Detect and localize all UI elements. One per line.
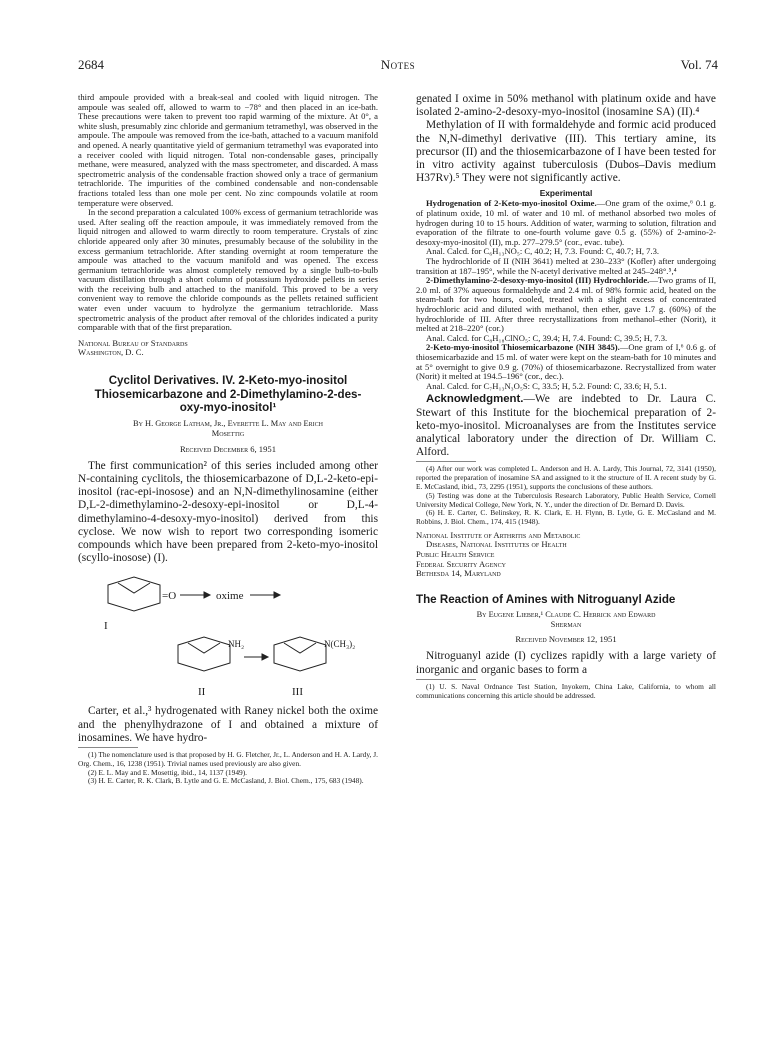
- article-2-byline-1: By Eugene Lieber,¹ Claude C. Herrick and Edward: [476, 610, 656, 620]
- institution-line-5: Bethesda 14, Maryland: [416, 568, 501, 579]
- affiliation-line-1: National Bureau of Standards: [78, 337, 188, 348]
- footnote-6: (6) H. E. Carter, C. Belinskey, R. K. Clark, E. H. Flynn, B. Lytle, G. E. McCasland and M. Robbins, J. Biol. Chem., 174, 415 (1948).: [416, 508, 716, 527]
- article-2-footnote-divider: [416, 679, 476, 680]
- intro-paragraph: The first communication² of this series included among other N-containing cyclitols, the thiosemicarbazone of D,L-2-keto-epi-inositol (rac-epi-inosose) and an N,N-dimethylinosamine (either D,L-2-dimethylamino-2-desoxy-epi-inositol or D,L-4-dimethylamino-4-desoxy-myo-inositol) derived from this cyclose. We now wish to report two corresponding isomeric compounds which have been prepared from 2-keto-myo-inositol (scyllo-inosose) (I).: [78, 459, 378, 565]
- experiment-1: [416, 199, 716, 247]
- institution-line-4: Federal Security Agency: [416, 558, 506, 569]
- compound-label-II: II: [198, 686, 206, 699]
- analysis-3: Anal. Calcd. for C₇H₁₃N₃O₅S: C, 33.5; H, 5.2. Found: C, 33.6; H, 5.1.: [426, 380, 667, 391]
- ring-structure-III: [274, 637, 326, 671]
- article-title-line-2: Thiosemicarbazone and 2-Dimethylamino-2-des-: [94, 387, 362, 401]
- footnote-3: (3) H. E. Carter, R. K. Clark, B. Lytle and G. E. McCasland, J. Biol. Chem., 175, 683 (1948).: [88, 776, 364, 786]
- experiment-3: [416, 343, 716, 381]
- volume-number: Vol. 74: [680, 57, 718, 72]
- footnote-4: (4) After our work was completed L. Anderson and H. A. Lardy, This Journal, 72, 3141 (1950), reported the preparation of inosamine SA and assigned to it the structure of II. A recent study by G. E. McCasland, ibid., 73, 2295 (1951), supports the conclusions of these authors.: [416, 464, 716, 491]
- article-title-line-3: oxy-myo-inositol¹: [179, 401, 277, 415]
- experimental-heading: Experimental: [539, 188, 593, 199]
- footnote-5: (5) Testing was done at the Tuberculosis Research Laboratory, Public Health Service, Cornell University Medical College, New York, N. Y., under the direction of Dr. Bernard D. Davis.: [416, 490, 716, 509]
- paragraph-carter: Carter, et al.,³ hydrogenated with Raney nickel both the oxime and the phenylhydrazone of I and obtained a mixture of inosamines. We have hydro-: [78, 705, 378, 744]
- experiment-3-heading: 2-Keto-myo-inositol Thiosemicarbazone (NIH 3845).: [426, 342, 620, 353]
- experiment-1-text: —One gram of the oxime,⁶ 0.1 g. of platinum oxide, 10 ml. of water and 10 ml. of methanol absorbed two moles of hydrogen during 10 to 15 hours. Addition of water, warming to solution, filtration and evaporation of the filtrate to one-fourth volume gave 0.5 g. (55%) of 2-amino-2-desoxy-myo-inositol (II), m.p. 277–279.5° (cor., evac. tube).: [416, 198, 716, 247]
- paragraph-methylation: Methylation of II with formaldehyde and formic acid produced the N,N-dimethyl derivative (III). This tertiary amine, its precursor (II) and the thiosemicarbazone of I have been tested for in vitro activity against tuberculosis (Dubos–Davis medium H37Rv).⁵ They were not significantly active.: [416, 119, 716, 185]
- ring-structure-II: [178, 637, 230, 671]
- oxo-group: =O: [162, 590, 177, 603]
- footnote-1: (1) The nomenclature used is that proposed by H. G. Fletcher, Jr., L. Anderson and H. A. Lardy, J. Org. Chem., 16, 1238 (1951). Trivial names used previously are also given.: [78, 750, 378, 768]
- article-2-byline-2: Sherman: [550, 620, 582, 630]
- arrow-1: [180, 592, 210, 598]
- analysis-2: Anal. Calcd. for C₈H₁₈ClNO₅: C, 39.4; H, 7.4. Found: C, 39.5; H, 7.3.: [426, 332, 668, 343]
- received-date: Received December 6, 1951: [179, 443, 276, 454]
- article-title-line-1: Cyclitol Derivatives. IV. 2-Keto-myo-inositol: [108, 374, 348, 388]
- hydrochloride-paragraph: The hydrochloride of II (NIH 3641) melted at 230–233° (Kofler) after undergoing transition at 187–195°, while the N-acetyl derivative melted at 245–248°.⁵,⁴: [416, 255, 716, 276]
- experiment-1-heading: Hydrogenation of 2-Keto-myo-inositol Oxime.: [426, 198, 597, 209]
- footnote-2: (2) E. L. May and E. Mosettig, ibid., 14, 1137 (1949).: [88, 767, 248, 777]
- article-2-footnote-1: (1) U. S. Naval Ordnance Test Station, Inyokern, China Lake, California, to whom all communications concerning this article should be addressed.: [416, 681, 716, 700]
- byline-line-2: Mosettig: [211, 428, 245, 438]
- experiment-2: [416, 276, 716, 334]
- footnote-divider-right: [416, 461, 476, 462]
- institution-line-1: National Institute of Arthritis and Metabolic: [416, 529, 581, 540]
- dimethylamino-group: N(CH₃)₂: [324, 639, 356, 650]
- compound-label-I: I: [104, 620, 108, 633]
- affiliation-line-2: Washington, D. C.: [78, 347, 144, 358]
- paragraph-hydrogenation: genated I oxime in 50% methanol with platinum oxide and have isolated 2-amino-2-desoxy-myo-inositol (inosamine SA) (II).⁴: [416, 93, 716, 119]
- oxime-label: oxime: [216, 590, 244, 603]
- institution-line-2: Diseases, National Institutes of Health: [426, 539, 567, 550]
- paragraph-continued: third ampoule provided with a break-seal and cooled with liquid nitrogen. The ampoule was sealed off, allowed to warm to −78° and then placed in an ice-bath. These precautions were taken to prevent too rapid warming of the mixture. At 0°, a white slush, presumably zinc chloride and germanium tetramethyl, was observed in the ampoule. The ampoule was removed from the ice-bath, attached to a vacuum manifold and opened. A nearly quantitative yield of germanium tetramethyl was evaporated into a receiver cooled with liquid nitrogen. Total non-condensable gases, principally methane, were measured, analyzed with the mass spectrometer, and discarded. A mass spectrometric analysis of the condensable fraction showed only a trace of germanium tetrachloride. The impurities of the combined condensable and non-condensable fractions totaled less than one mole per cent. No zinc compounds volatile at room temperature were observed.: [78, 92, 378, 208]
- article-2-received: Received November 12, 1951: [515, 634, 617, 645]
- experiment-2-text: —Two grams of II, 2.0 ml. of 37% aqueous formaldehyde and 2.4 ml. of 98% formic acid, heated on the steam-bath for two hours, cooled, treated with a slight excess of concentrated hydrochloric acid and diluted with methanol, then ether, gave 1.7 g. (60%) of the hydrochloride of III. After three recrystallizations from methanol–ether (Norit), it melted at 218–220° (cor.): [416, 275, 716, 334]
- arrow-3: [244, 654, 268, 660]
- page-header: [78, 57, 718, 73]
- acknowledgment-heading: Acknowledgment.: [426, 393, 524, 406]
- experiment-2-heading: 2-Dimethylamino-2-desoxy-myo-inositol (III) Hydrochloride.: [426, 275, 650, 286]
- reaction-scheme: [78, 569, 378, 703]
- article-2-intro: Nitroguanyl azide (I) cyclizes rapidly with a large variety of inorganic and organic bases to form a: [416, 650, 716, 676]
- byline-line-1: By H. George Latham, Jr., Everette L. May and Erich: [133, 418, 323, 428]
- section-title: Notes: [380, 57, 416, 72]
- analysis-1: Anal. Calcd. for C₆H₁₃NO₅: C, 40.2; H, 7.3. Found: C, 40.7; H, 7.3.: [426, 246, 660, 257]
- right-column: [416, 93, 716, 700]
- paragraph-second-preparation: In the second preparation a calculated 100% excess of germanium tetrachloride was used. After sealing off the reaction ampoule, it was immediately removed from the liquid nitrogen and allowed to warm directly to room temperature. Crystals of zinc chloride appeared only after 30 minutes, presumably because of the solubility in the excess germanium tetrachloride. After standing overnight at room temperature the ampoule was attached to the vacuum manifold and was opened. The excess germanium tetrachloride was almost completely removed by a single bulb-to-bulb vacuum distillation through a short column of potassium hydroxide pellets in series with the receiving bulb and attached to the manifold. This proved to be a very convenient way to remove the chloride compounds as the pellets retained sufficient water even under vacuum to hydrolyze the germanium tetrachloride. Mass spectrometric analysis of the product after removal of the chlorides indicated a purity comparable with that of the first preparation.: [78, 207, 378, 333]
- footnote-divider: [78, 747, 138, 748]
- institution-line-3: Public Health Service: [416, 549, 495, 560]
- amino-group: NH₂: [228, 639, 245, 650]
- ring-structure-I: [108, 577, 160, 611]
- compound-label-III: III: [292, 686, 303, 699]
- arrow-2: [250, 592, 280, 598]
- page-number: 2684: [78, 57, 104, 72]
- acknowledgment: [416, 393, 716, 459]
- left-column: [78, 93, 378, 786]
- acknowledgment-text: —We are indebted to Dr. Laura C. Stewart of this Institute for the biochemical preparation of 2-keto-myo-inositol. Microanalyses are from the Institutes service analytical laboratory under the direction of Dr. William C. Alford.: [416, 393, 716, 459]
- experiment-3-text: —One gram of I,⁶ 0.6 g. of thiosemicarbazide and 15 ml. of water were kept on the steam-bath for 10 minutes and at 5° overnight to give 0.9 g. (70%) of thiosemicarbazone. Recrystallized from water (Norit) it melted at 194.5–196° (cor., dec.).: [416, 342, 716, 382]
- article-2-title: The Reaction of Amines with Nitroguanyl Azide: [416, 592, 676, 606]
